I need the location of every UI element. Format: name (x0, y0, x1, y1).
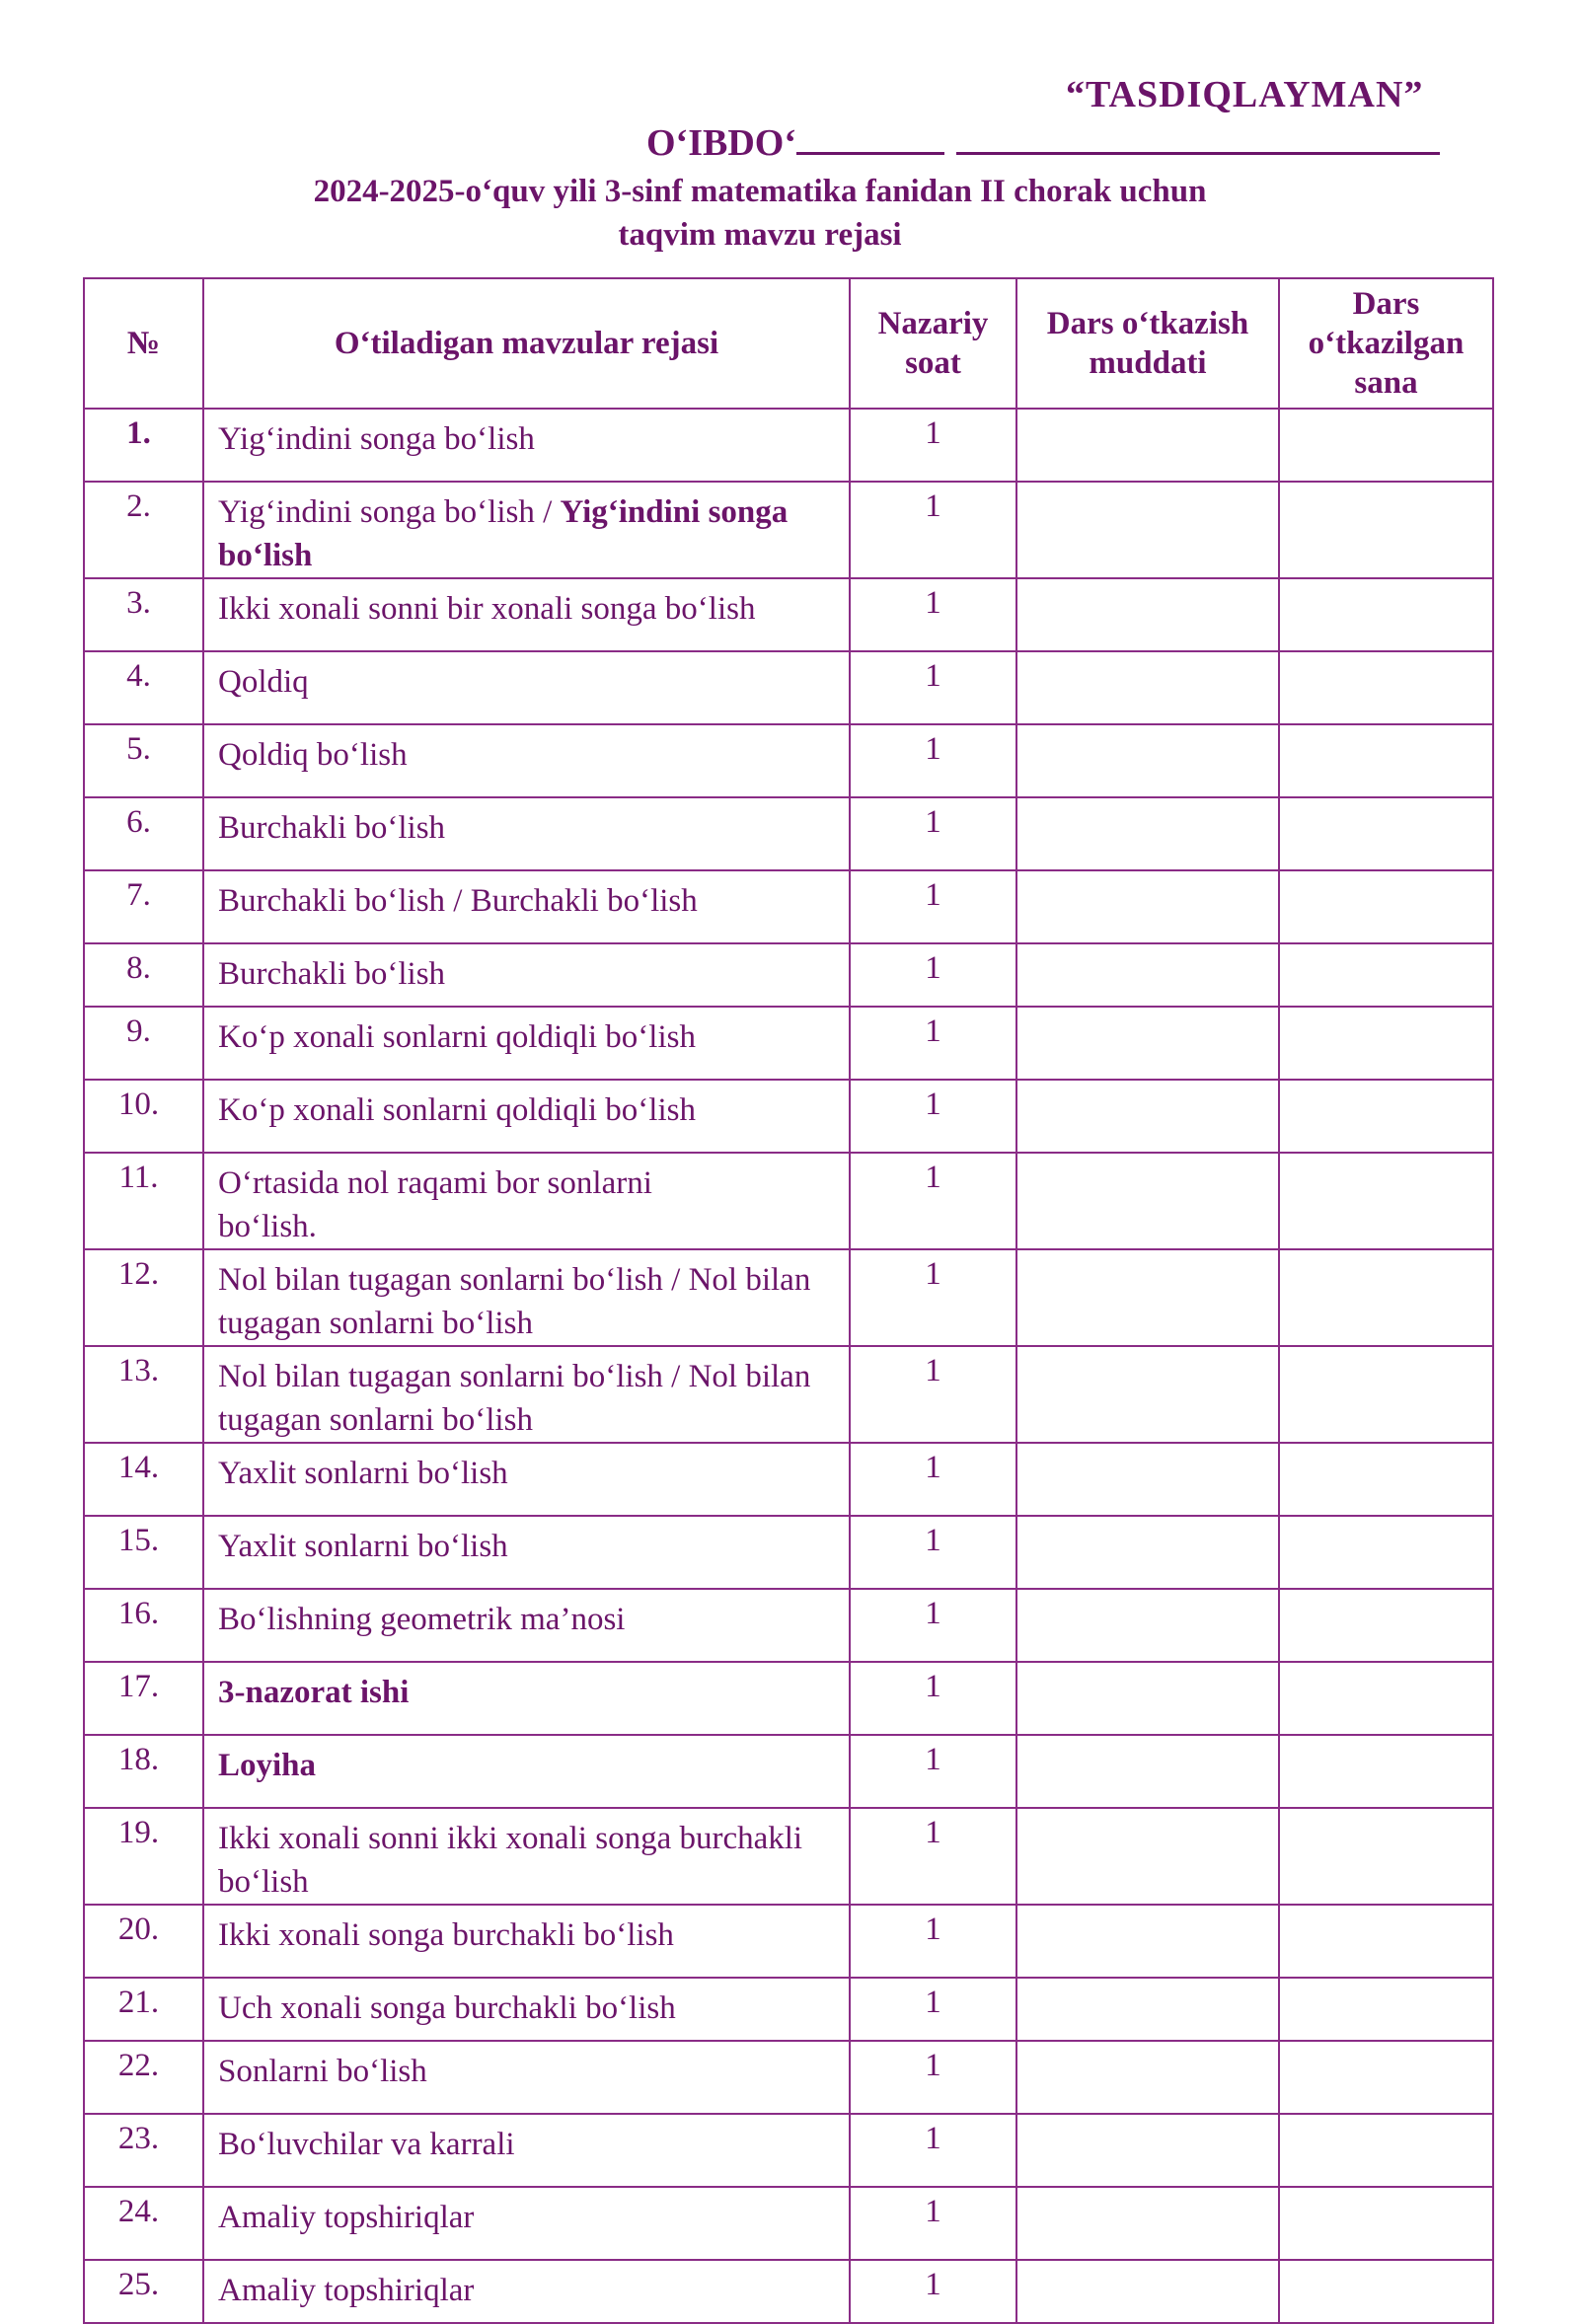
row-topic: Yaxlit sonlarni bo‘lish (203, 1516, 850, 1589)
row-hours: 1 (850, 1735, 1016, 1808)
header-hours-line1: Nazariy (877, 306, 989, 341)
row-topic: Burchakli bo‘lish (203, 797, 850, 870)
row-hours: 1 (850, 1007, 1016, 1080)
row-hours: 1 (850, 943, 1016, 1007)
row-hours: 1 (850, 797, 1016, 870)
title-line-2: taqvim mavzu rejasi (618, 217, 902, 253)
table-row (84, 1249, 1493, 1346)
header-date (1279, 278, 1493, 409)
row-hours: 1 (850, 870, 1016, 943)
row-duration-cell[interactable] (1016, 1443, 1279, 1516)
row-hours: 1 (850, 482, 1016, 578)
row-hours: 1 (850, 2041, 1016, 2114)
table-row (84, 1443, 1493, 1516)
row-number: 7. (84, 870, 203, 943)
row-topic: Sonlarni bo‘lish (203, 2041, 850, 2114)
row-date-cell[interactable] (1279, 1153, 1493, 1249)
header-number: № (84, 278, 203, 409)
row-date-cell[interactable] (1279, 943, 1493, 1007)
row-duration-cell[interactable] (1016, 2187, 1279, 2260)
row-duration-cell[interactable] (1016, 1516, 1279, 1589)
row-duration-cell[interactable] (1016, 1249, 1279, 1346)
table-row (84, 1153, 1493, 1249)
row-topic: Bo‘lishning geometrik ma’nosi (203, 1589, 850, 1662)
row-topic: Loyiha (203, 1735, 850, 1808)
table-row (84, 1346, 1493, 1443)
row-topic: Qoldiq bo‘lish (203, 724, 850, 797)
row-duration-cell[interactable] (1016, 1080, 1279, 1153)
row-date-cell[interactable] (1279, 1516, 1493, 1589)
row-number: 25. (84, 2260, 203, 2323)
row-duration-cell[interactable] (1016, 1153, 1279, 1249)
row-hours: 1 (850, 1905, 1016, 1978)
row-hours: 1 (850, 724, 1016, 797)
table-row (84, 578, 1493, 651)
row-duration-cell[interactable] (1016, 1808, 1279, 1905)
row-duration-cell[interactable] (1016, 482, 1279, 578)
row-date-cell[interactable] (1279, 2114, 1493, 2187)
row-duration-cell[interactable] (1016, 797, 1279, 870)
table-header-row (84, 278, 1493, 409)
header-date-line3: sana (1354, 365, 1418, 401)
table-row (84, 1735, 1493, 1808)
row-number: 1. (84, 409, 203, 482)
row-topic: 3-nazorat ishi (203, 1662, 850, 1735)
row-date-cell[interactable] (1279, 1808, 1493, 1905)
table-row (84, 482, 1493, 578)
table-row (84, 1662, 1493, 1735)
row-topic: Nol bilan tugagan sonlarni bo‘lish / Nol bilan tugagan sonlarni bo‘lish (203, 1249, 850, 1346)
row-number: 6. (84, 797, 203, 870)
table-row (84, 2114, 1493, 2187)
row-number: 16. (84, 1589, 203, 1662)
row-number: 2. (84, 482, 203, 578)
row-topic: Uch xonali songa burchakli bo‘lish (203, 1978, 850, 2041)
table-row (84, 797, 1493, 870)
row-number: 14. (84, 1443, 203, 1516)
table-row (84, 870, 1493, 943)
row-date-cell[interactable] (1279, 797, 1493, 870)
row-hours: 1 (850, 409, 1016, 482)
signature-blank-field (956, 118, 1440, 155)
row-number: 21. (84, 1978, 203, 2041)
table-row (84, 943, 1493, 1007)
row-hours: 1 (850, 1808, 1016, 1905)
org-blank-field (796, 118, 944, 155)
approval-stamp-label: “TASDIQLAYMAN” (1066, 74, 1424, 115)
row-number: 9. (84, 1007, 203, 1080)
row-duration-cell[interactable] (1016, 409, 1279, 482)
row-hours: 1 (850, 2114, 1016, 2187)
row-date-cell[interactable] (1279, 1978, 1493, 2041)
row-topic: Amaliy topshiriqlar (203, 2187, 850, 2260)
row-number: 4. (84, 651, 203, 724)
row-date-cell[interactable] (1279, 409, 1493, 482)
row-date-cell[interactable] (1279, 2187, 1493, 2260)
row-date-cell[interactable] (1279, 1007, 1493, 1080)
row-duration-cell[interactable] (1016, 724, 1279, 797)
row-hours: 1 (850, 1443, 1016, 1516)
org-line (646, 118, 1440, 165)
row-hours: 1 (850, 1978, 1016, 2041)
row-number: 19. (84, 1808, 203, 1905)
row-number: 8. (84, 943, 203, 1007)
table-row (84, 2187, 1493, 2260)
row-date-cell[interactable] (1279, 724, 1493, 797)
row-duration-cell[interactable] (1016, 870, 1279, 943)
row-duration-cell[interactable] (1016, 651, 1279, 724)
row-hours: 1 (850, 1249, 1016, 1346)
row-duration-cell[interactable] (1016, 1978, 1279, 2041)
header-date-line1: Dars (1352, 286, 1420, 322)
row-topic: Ikki xonali sonni ikki xonali songa burchakli bo‘lish (203, 1808, 850, 1905)
row-duration-cell[interactable] (1016, 943, 1279, 1007)
title-line-1: 2024-2025-o‘quv yili 3-sinf matematika fanidan II chorak uchun (313, 174, 1207, 209)
document-title (0, 170, 1520, 257)
row-duration-cell[interactable] (1016, 1346, 1279, 1443)
table-row (84, 724, 1493, 797)
row-topic: Ko‘p xonali sonlarni qoldiqli bo‘lish (203, 1007, 850, 1080)
table-row (84, 1978, 1493, 2041)
table-row (84, 1516, 1493, 1589)
row-hours: 1 (850, 1346, 1016, 1443)
row-topic (203, 482, 850, 578)
row-duration-cell[interactable] (1016, 578, 1279, 651)
row-duration-cell[interactable] (1016, 1735, 1279, 1808)
row-hours: 1 (850, 578, 1016, 651)
row-date-cell[interactable] (1279, 1589, 1493, 1662)
row-hours: 1 (850, 1516, 1016, 1589)
row-duration-cell[interactable] (1016, 1662, 1279, 1735)
row-date-cell[interactable] (1279, 578, 1493, 651)
header-topic: O‘tiladigan mavzular rejasi (203, 278, 850, 409)
row-date-cell[interactable] (1279, 651, 1493, 724)
row-hours: 1 (850, 651, 1016, 724)
row-duration-cell[interactable] (1016, 2041, 1279, 2114)
row-number: 11. (84, 1153, 203, 1249)
header-date-line2: o‘tkazilgan (1308, 326, 1465, 361)
row-duration-cell[interactable] (1016, 1589, 1279, 1662)
row-topic: Yaxlit sonlarni bo‘lish (203, 1443, 850, 1516)
table-row (84, 651, 1493, 724)
row-topic: Amaliy topshiriqlar (203, 2260, 850, 2323)
row-number: 22. (84, 2041, 203, 2114)
row-number: 23. (84, 2114, 203, 2187)
row-date-cell[interactable] (1279, 482, 1493, 578)
row-topic: O‘rtasida nol raqami bor sonlarni bo‘lish. (203, 1153, 850, 1249)
row-number: 20. (84, 1905, 203, 1978)
row-topic: Ikki xonali sonni bir xonali songa bo‘lish (203, 578, 850, 651)
row-duration-cell[interactable] (1016, 1007, 1279, 1080)
row-topic-text: Yig‘indini songa bo‘lish / (218, 494, 561, 530)
header-hours (850, 278, 1016, 409)
row-number: 5. (84, 724, 203, 797)
row-hours: 1 (850, 1662, 1016, 1735)
table-row (84, 1905, 1493, 1978)
row-topic-bold: Yig‘indini songa bo‘lish (218, 494, 789, 573)
row-hours: 1 (850, 2187, 1016, 2260)
table-row (84, 2260, 1493, 2323)
row-topic: Burchakli bo‘lish (203, 943, 850, 1007)
row-date-cell[interactable] (1279, 1905, 1493, 1978)
table-row (84, 1080, 1493, 1153)
row-hours: 1 (850, 1153, 1016, 1249)
table-row (84, 409, 1493, 482)
row-date-cell[interactable] (1279, 1662, 1493, 1735)
row-hours: 1 (850, 1080, 1016, 1153)
row-duration-cell[interactable] (1016, 2260, 1279, 2323)
lesson-plan-table (83, 277, 1494, 2324)
row-topic: Nol bilan tugagan sonlarni bo‘lish / Nol bilan tugagan sonlarni bo‘lish (203, 1346, 850, 1443)
row-topic: Ikki xonali songa burchakli bo‘lish (203, 1905, 850, 1978)
row-topic: Bo‘luvchilar va karrali (203, 2114, 850, 2187)
row-hours: 1 (850, 1589, 1016, 1662)
row-date-cell[interactable] (1279, 1735, 1493, 1808)
row-number: 18. (84, 1735, 203, 1808)
row-number: 10. (84, 1080, 203, 1153)
row-duration-cell[interactable] (1016, 2114, 1279, 2187)
row-number: 17. (84, 1662, 203, 1735)
row-topic: Burchakli bo‘lish / Burchakli bo‘lish (203, 870, 850, 943)
row-number: 12. (84, 1249, 203, 1346)
row-date-cell[interactable] (1279, 1346, 1493, 1443)
row-topic: Qoldiq (203, 651, 850, 724)
table-row (84, 1007, 1493, 1080)
row-date-cell[interactable] (1279, 2041, 1493, 2114)
row-duration-cell[interactable] (1016, 1905, 1279, 1978)
row-number: 24. (84, 2187, 203, 2260)
row-number: 15. (84, 1516, 203, 1589)
header-hours-line2: soat (905, 345, 961, 381)
row-hours: 1 (850, 2260, 1016, 2323)
table-row (84, 2041, 1493, 2114)
row-date-cell[interactable] (1279, 2260, 1493, 2323)
header-duration-line1: Dars o‘tkazish (1046, 306, 1249, 341)
row-topic: Yig‘indini songa bo‘lish (203, 409, 850, 482)
row-date-cell[interactable] (1279, 1443, 1493, 1516)
row-date-cell[interactable] (1279, 1080, 1493, 1153)
org-label: O‘IBDO‘ (646, 122, 796, 164)
row-date-cell[interactable] (1279, 870, 1493, 943)
table-row (84, 1808, 1493, 1905)
row-topic: Ko‘p xonali sonlarni qoldiqli bo‘lish (203, 1080, 850, 1153)
row-date-cell[interactable] (1279, 1249, 1493, 1346)
header-duration (1016, 278, 1279, 409)
header-duration-line2: muddati (1089, 345, 1207, 381)
row-number: 13. (84, 1346, 203, 1443)
row-number: 3. (84, 578, 203, 651)
table-row (84, 1589, 1493, 1662)
